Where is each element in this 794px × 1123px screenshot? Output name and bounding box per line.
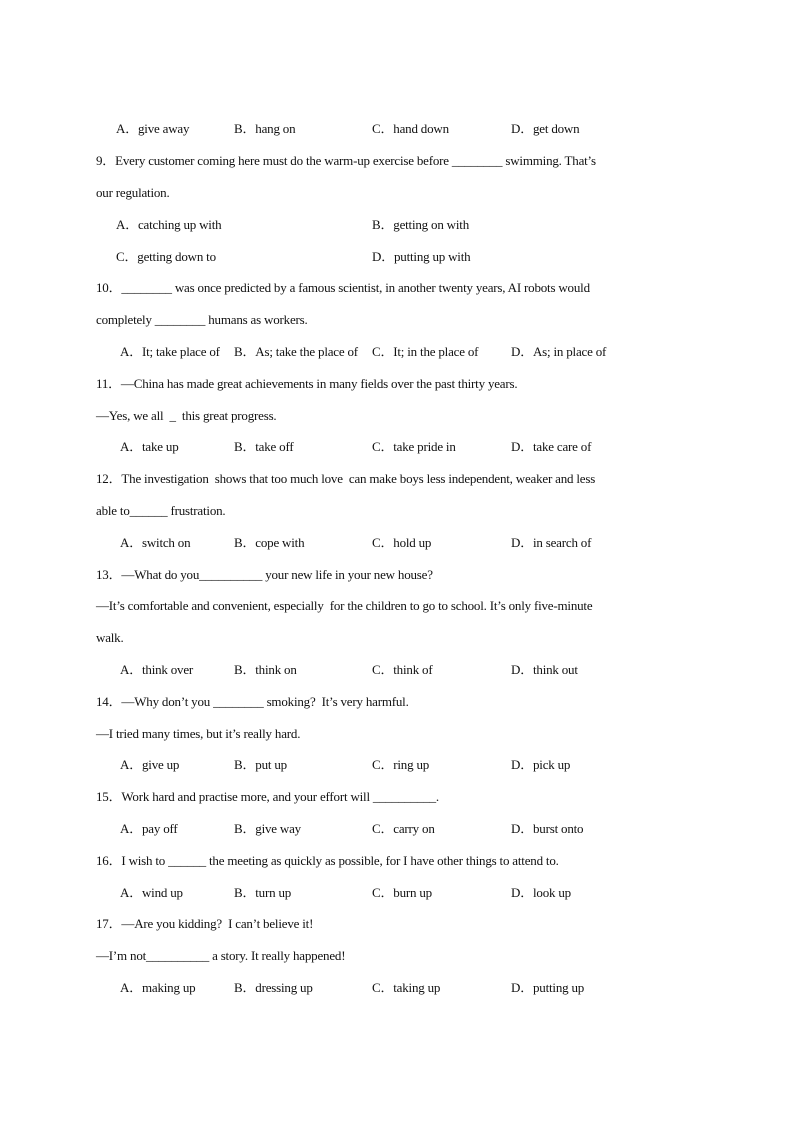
question-text: 16．I wish to ______ the meeting as quickly as possible, for I have other things to attend to.: [96, 853, 559, 868]
option-d: D．putting up with: [372, 249, 471, 264]
option-d: D．burst onto: [511, 821, 584, 836]
option-a: A．give up: [120, 757, 180, 772]
option-d: D．think out: [511, 662, 578, 677]
option-c: C．hold up: [372, 535, 432, 550]
question-text: completely ________ humans as workers.: [96, 312, 308, 327]
question-text: able to______ frustration.: [96, 503, 226, 518]
option-b: B．put up: [234, 757, 287, 772]
option-a: A．switch on: [120, 535, 191, 550]
option-c: C．think of: [372, 662, 433, 677]
option-d: D．take care of: [511, 439, 592, 454]
option-a: A．take up: [120, 439, 179, 454]
option-b: B．cope with: [234, 535, 305, 550]
option-c: C．carry on: [372, 821, 435, 836]
option-c: C．ring up: [372, 757, 430, 772]
question-text: our regulation.: [96, 185, 170, 200]
option-d: D．get down: [511, 121, 580, 136]
option-a: A．wind up: [120, 885, 183, 900]
question-text: 10．________ was once predicted by a famous scientist, in another twenty years, AI robots would: [96, 280, 590, 295]
question-text: —I tried many times, but it’s really hard.: [96, 726, 301, 741]
option-b: B．give way: [234, 821, 301, 836]
question-text: 15．Work hard and practise more, and your effort will __________.: [96, 789, 439, 804]
option-c: C．burn up: [372, 885, 432, 900]
option-d: D．look up: [511, 885, 571, 900]
question-text: —Yes, we all _ this great progress.: [96, 408, 277, 423]
option-a: A．pay off: [120, 821, 178, 836]
option-a: A．It; take place of: [120, 344, 220, 359]
option-d: D．pick up: [511, 757, 571, 772]
question-text: —It’s comfortable and convenient, especially for the children to go to school. It’s only five-minute: [96, 598, 593, 613]
option-d: D．As; in place of: [511, 344, 607, 359]
option-a: A．making up: [120, 980, 196, 995]
option-c: C．hand down: [372, 121, 449, 136]
option-b: B．hang on: [234, 121, 296, 136]
option-c: C．getting down to: [116, 249, 216, 264]
option-b: B．take off: [234, 439, 294, 454]
option-a: A．give away: [116, 121, 190, 136]
option-b: B．As; take the place of: [234, 344, 358, 359]
question-text: 13．—What do you__________ your new life in your new house?: [96, 567, 433, 582]
option-b: B．turn up: [234, 885, 292, 900]
question-text: 9．Every customer coming here must do the warm-up exercise before ________ swimming. That’s: [96, 153, 596, 168]
question-text: 17．—Are you kidding? I can’t believe it!: [96, 916, 314, 931]
option-a: A．catching up with: [116, 217, 222, 232]
question-text: 11．—China has made great achievements in many fields over the past thirty years.: [96, 376, 518, 391]
question-text: 14．—Why don’t you ________ smoking? It’s very harmful.: [96, 694, 409, 709]
option-c: C．take pride in: [372, 439, 456, 454]
option-b: B．dressing up: [234, 980, 313, 995]
option-b: B．think on: [234, 662, 297, 677]
option-c: C．It; in the place of: [372, 344, 479, 359]
option-d: D．putting up: [511, 980, 585, 995]
question-text: walk.: [96, 630, 124, 645]
question-text: —I’m not__________ a story. It really happened!: [96, 948, 346, 963]
option-d: D．in search of: [511, 535, 592, 550]
option-b: B．getting on with: [372, 217, 469, 232]
option-c: C．taking up: [372, 980, 441, 995]
question-text: 12．The investigation shows that too much love can make boys less independent, weaker and less: [96, 471, 596, 486]
option-a: A．think over: [120, 662, 194, 677]
